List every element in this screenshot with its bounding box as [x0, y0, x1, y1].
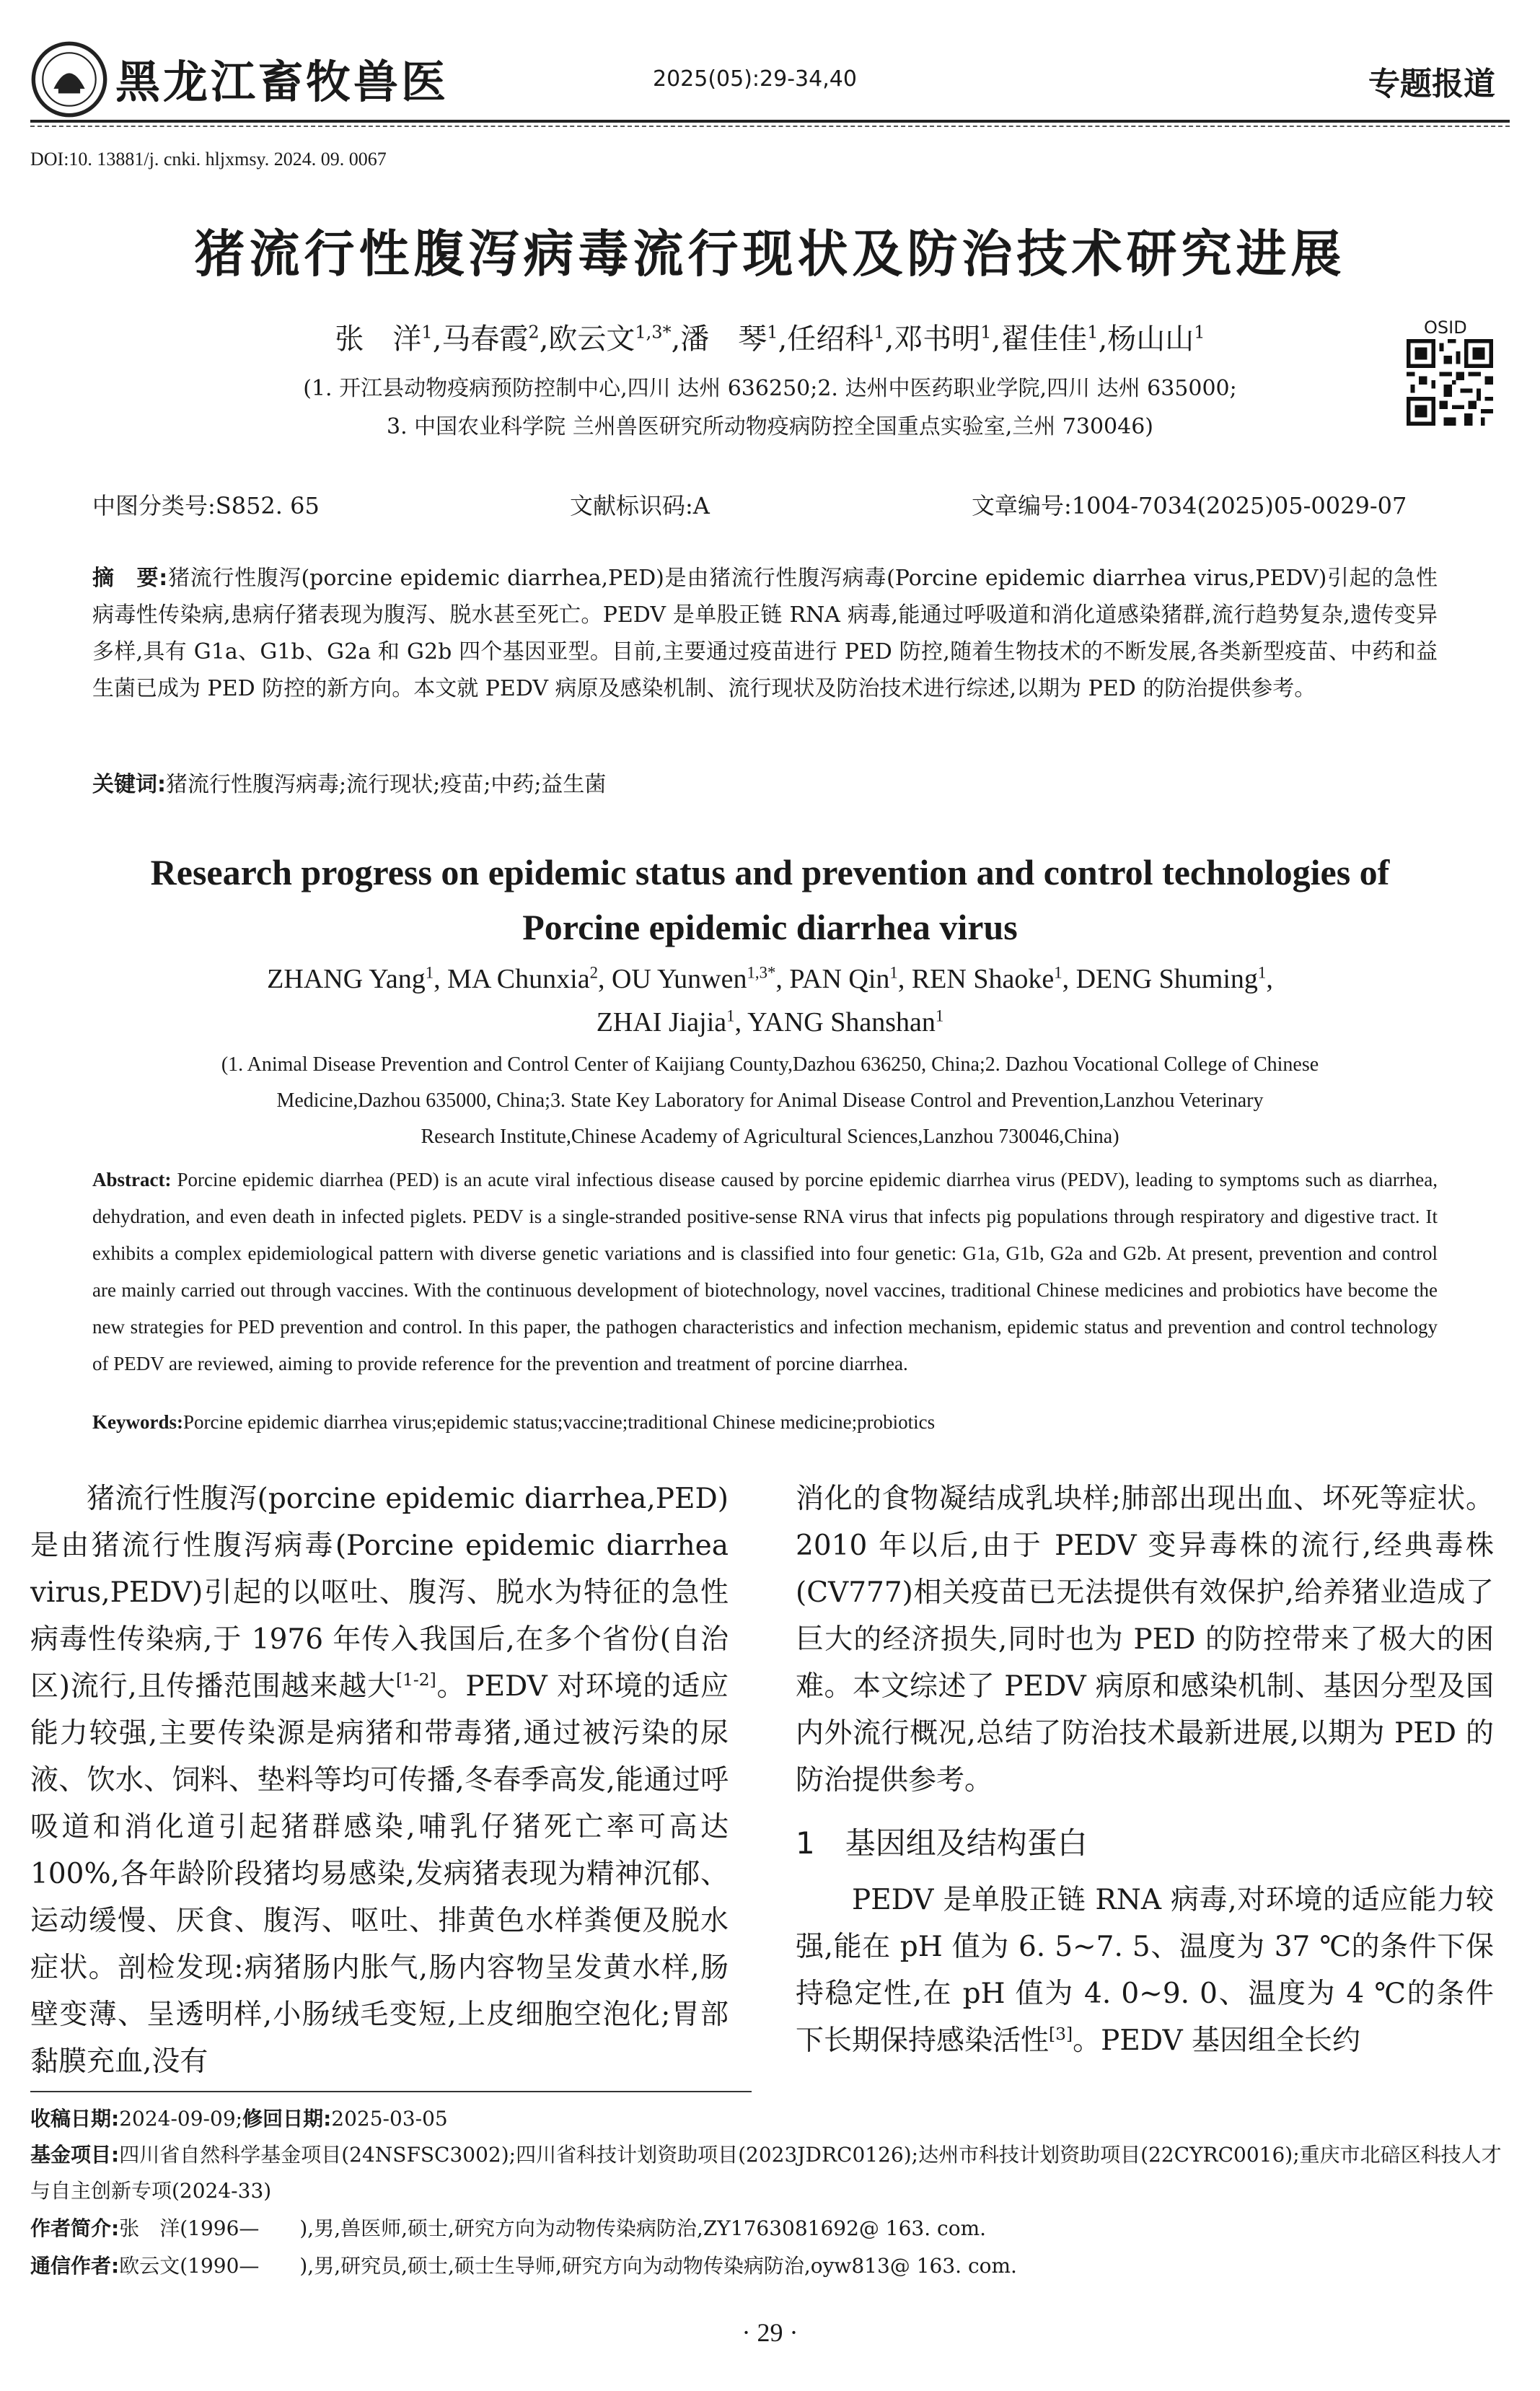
- qr-code-icon[interactable]: [1407, 339, 1493, 426]
- keywords-en-text: Porcine epidemic diarrhea virus;epidemic status;vaccine;traditional Chinese medicine;probiotics: [182, 1411, 936, 1433]
- affiliation-en-line: Medicine,Dazhou 635000, China;3. State Key Laboratory for Animal Disease Control and Prevention,Lanzhou Veterinary: [276, 1089, 1264, 1112]
- abstract-en: [92, 1162, 1438, 1382]
- title-en-line: Research progress on epidemic status and prevention and control technologies of: [150, 852, 1390, 892]
- affiliation-en-line: Research Institute,Chinese Academy of Agricultural Sciences,Lanzhou 730046,China): [421, 1126, 1119, 1148]
- affiliation-en-line: (1. Animal Disease Prevention and Control Center of Kaijiang County,Dazhou 636250, China;2. Dazhou Vocational College of Chinese: [221, 1053, 1319, 1076]
- citation[interactable]: [1-2]: [395, 1670, 436, 1690]
- keywords-cn-label: 关键词:: [92, 772, 166, 797]
- header-rule: [30, 120, 1510, 123]
- footnote-corresponding-author: 通信作者:欧云文(1990— ),男,研究员,硕士,硕士生导师,研究方向为动物传染病防治,oyw813@ 163. com.: [30, 2254, 1017, 2278]
- page-number: · 29 ·: [742, 2318, 798, 2347]
- authors-en-continued: ZHAI Jiajia$^1$, YANG Shanshan$^1$: [596, 1006, 944, 1037]
- authors-cn: 张 洋$^1$,马春霞$^2$,欧云文$^{1,3*}$,潘 琴$^1$,任绍科$^1$,邓书明$^1$,翟佳佳$^1$,杨山山$^1$: [335, 322, 1205, 356]
- title-cn: 猪流行性腹泻病毒流行现状及防治技术研究进展: [194, 224, 1346, 284]
- affiliation-cn-line: 3. 中国农业科学院 兰州兽医研究所动物疫病防控全国重点实验室,兰州 730046): [387, 414, 1153, 439]
- body-paragraph: PEDV 是单股正链 RNA 病毒,对环境的适应能力较强,能在 pH 值为 6. 5~7. 5、温度为 37 ℃的条件下保持稳定性,在 pH 值为 4. 0~9. 0、温度为 4 ℃的条件下长期保持感染活性[3]。PEDV 基因组全长约: [796, 1884, 1494, 2057]
- footnote-dates: 收稿日期:2024-09-09;修回日期:2025-03-05: [30, 2107, 448, 2131]
- abstract-cn-text: 猪流行性腹泻(porcine epidemic diarrhea,PED)是由猪流行性腹泻病毒(Porcine epidemic diarrhea virus,PEDV)引起的急性病毒性传染病,患病仔猪表现为腹泻、脱水甚至死亡。PEDV 是单股正链 RNA 病毒,能通过呼吸道和消化道感染猪群,流行趋势复杂,遗传变异多样,具有 G1a、G1b、G2a 和 G2b 四个基因亚型。目前,主要通过疫苗进行 PED 防控,随着生物技术的不断发展,各类新型疫苗、中药和益生菌已成为 PED 防控的新方向。本文就 PEDV 病原及感染机制、流行现状及防治技术进行综述,以期为 PED 的防治提供参考。: [92, 566, 1438, 701]
- body-column-right: [796, 1475, 1494, 2064]
- journal-logo-icon: [30, 40, 108, 118]
- osid-label: OSID: [1424, 317, 1467, 338]
- title-en-line: Porcine epidemic diarrhea virus: [522, 907, 1018, 947]
- authors-en: ZHANG Yang$^1$, MA Chunxia$^2$, OU Yunwen$^{1,3*}$, PAN Qin$^1$, REN Shaoke$^1$, DENG Shuming$^1$,: [267, 963, 1273, 994]
- issue-info: 2025(05):29-34,40: [653, 66, 857, 92]
- keywords-cn: [92, 766, 1438, 798]
- affiliation-cn-line: (1. 开江县动物疫病预防控制中心,四川 达州 636250;2. 达州中医药职业学院,四川 达州 635000;: [303, 376, 1237, 401]
- column-name: 专题报道: [1368, 66, 1495, 102]
- abstract-cn-label: 摘 要:: [92, 566, 168, 591]
- body-paragraph-continued: 消化的食物凝结成乳块样;肺部出现出血、坏死等症状。2010 年以后,由于 PEDV 变异毒株的流行,经典毒株(CV777)相关疫苗已无法提供有效保护,给养猪业造成了巨大的经济损失,同时也为 PED 的防控带来了极大的困难。本文综述了 PEDV 病原和感染机制、基因分型及国内外流行概况,总结了防治技术最新进展,以期为 PED 的防治提供参考。: [796, 1483, 1494, 1796]
- document-code: 文献标识码:A: [570, 492, 710, 519]
- article-number: 文章编号:1004-7034(2025)05-0029-07: [972, 492, 1407, 519]
- keywords-cn-text: 猪流行性腹泻病毒;流行现状;疫苗;中药;益生菌: [166, 772, 607, 797]
- keywords-en-label: Keywords:: [92, 1411, 183, 1433]
- footnote-funding: 基金项目:四川省自然科学基金项目(24NSFSC3002);四川省科技计划资助项目(2023JDRC0126);达州市科技计划资助项目(22CYRC0016);重庆市北碚区科技人才与自主创新专项(2024-33): [30, 2143, 1502, 2203]
- abstract-en-label: Abstract:: [92, 1169, 172, 1190]
- abstract-en-text: Porcine epidemic diarrhea (PED) is an acute viral infectious disease caused by porcine epidemic diarrhea virus (PEDV), leading to symptoms such as diarrhea, dehydration, and even death in infected piglets. PEDV is a single-stranded positive-sense RNA virus that infects pig populations through respiratory and digestive tract. It exhibits a complex epidemiological pattern with diverse genetic variations and is classified into four genetic: G1a, G1b, G2a and G2b. At present, prevention and control are mainly carried out through vaccines. With the continuous development of biotechnology, novel vaccines, traditional Chinese medicines and probiotics have become the new strategies for PED prevention and control. In this paper, the pathogen characteristics and infection mechanism, epidemic status and prevention and control technology of PEDV are reviewed, aiming to provide reference for the prevention and treatment of porcine diarrhea.: [92, 1169, 1438, 1374]
- footnote-author: 作者简介:张 洋(1996— ),男,兽医师,硕士,研究方向为动物传染病防治,ZY1763081692@ 163. com.: [30, 2216, 987, 2240]
- abstract-cn: [92, 560, 1438, 707]
- clc-number: 中图分类号:S852. 65: [92, 492, 320, 519]
- keywords-en: [92, 1411, 1438, 1434]
- citation[interactable]: [3]: [1049, 2024, 1073, 2044]
- body-column-left: [30, 1475, 729, 2085]
- section-heading: 1 基因组及结构蛋白: [796, 1825, 1088, 1861]
- header-dashed-rule: [30, 126, 1510, 127]
- journal-name: 黑龙江畜牧兽医: [115, 56, 449, 108]
- footnote-rule: [30, 2091, 752, 2092]
- body-paragraph: 猪流行性腹泻(porcine epidemic diarrhea,PED)是由猪流行性腹泻病毒(Porcine epidemic diarrhea virus,PEDV)引起的以呕吐、腹泻、脱水为特征的急性病毒性传染病,于 1976 年传入我国后,在多个省份(自治区)流行,且传播范围越来越大[1-2]。PEDV 对环境的适应能力较强,主要传染源是病猪和带毒猪,通过被污染的尿液、饮水、饲料、垫料等均可传播,冬春季高发,能通过呼吸道和消化道引起猪群感染,哺乳仔猪死亡率可高达 100%,各年龄阶段猪均易感染,发病猪表现为精神沉郁、运动缓慢、厌食、腹泻、呕吐、排黄色水样粪便及脱水症状。剖检发现:病猪肠内胀气,肠内容物呈发黄水样,肠壁变薄、呈透明样,小肠绒毛变短,上皮细胞空泡化;胃部黏膜充血,没有: [30, 1483, 729, 2078]
- doi: DOI:10. 13881/j. cnki. hljxmsy. 2024. 09. 0067: [30, 149, 387, 170]
